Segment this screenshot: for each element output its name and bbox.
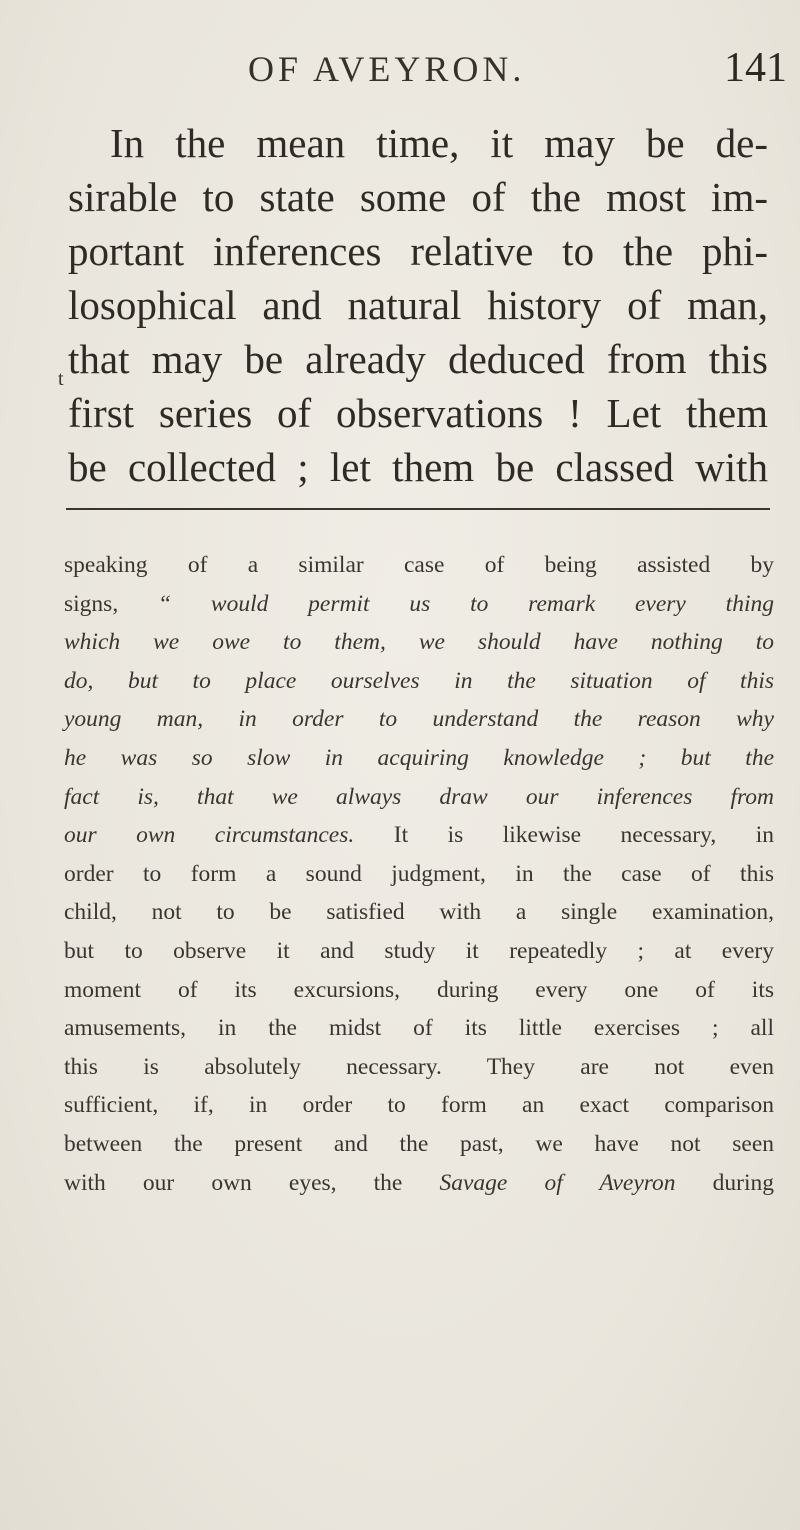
footnote-line <box>64 662 774 701</box>
main-text-line: In the mean time, it may be de- <box>110 120 768 166</box>
footnote-run: this is absolutely necessary. They are not even <box>64 1053 774 1080</box>
footnote-italic-run: young man, in order to understand the reason why <box>64 706 774 733</box>
footnote-italic-run: he was so slow in acquiring knowledge ; but the <box>64 744 774 771</box>
footnote-run: child, not to be satisfied with a single examination, <box>64 899 774 926</box>
footnote-italic-run: do, but to place ourselves in the situation of this <box>64 667 774 694</box>
footnote-run: but to observe it and study it repeatedly ; at every <box>64 937 774 964</box>
footnote-line <box>64 932 774 971</box>
page-number: 141 <box>724 45 787 91</box>
main-text-line: that may be already deduced from this <box>68 336 768 382</box>
footnote-run: signs, <box>64 590 159 617</box>
main-text-line: sirable to state some of the most im- <box>68 174 768 220</box>
footnote-line <box>64 739 774 778</box>
running-head: OF AVEYRON. <box>248 49 526 89</box>
footnote-line <box>64 893 774 932</box>
footnote-line <box>64 1048 774 1087</box>
footnote-run: during <box>675 1169 774 1196</box>
footnote-run: order to form a sound judgment, in the case of this <box>64 860 774 887</box>
footnote-italic-run: “ would permit us to remark every thing <box>158 590 774 617</box>
footnote-run: sufficient, if, in order to form an exact comparison <box>64 1092 774 1119</box>
footnote-italic-run: our own circumstances. <box>64 822 355 849</box>
footnote-italic-run: fact is, that we always draw our inferences from <box>64 783 774 810</box>
main-text-line: first series of observations ! Let them <box>68 390 768 436</box>
footnote-line <box>64 778 774 817</box>
footnote-line <box>64 546 774 585</box>
margin-mark: t <box>58 368 64 390</box>
main-text-line: losophical and natural history of man, <box>68 282 768 328</box>
footnote-line <box>64 700 774 739</box>
footnote-italic-run: which we owe to them, we should have nothing to <box>64 629 774 656</box>
footnote-italic-run: Savage of Aveyron <box>439 1169 676 1196</box>
main-text-line: portant inferences relative to the phi- <box>68 228 768 274</box>
footnote-line <box>64 1009 774 1048</box>
footnote-run: between the present and the past, we have not seen <box>64 1130 774 1157</box>
footnote-run: with our own eyes, the <box>64 1169 440 1196</box>
main-text-line: be collected ; let them be classed with <box>68 444 768 490</box>
footnote-line <box>64 1086 774 1125</box>
footnote-line <box>64 1125 774 1164</box>
footnote-line <box>64 971 774 1010</box>
footnote-rule <box>66 508 770 510</box>
footnote-line <box>64 855 774 894</box>
footnote-line <box>64 585 774 624</box>
footnote-line <box>64 1164 774 1203</box>
footnote-line <box>64 816 774 855</box>
footnote-line <box>64 623 774 662</box>
footnote-run: speaking of a similar case of being assisted by <box>64 552 774 578</box>
footnote-block <box>64 546 774 1202</box>
footnote-run: moment of its excursions, during every one of its <box>64 976 774 1003</box>
footnote-run: It is likewise necessary, in <box>354 822 775 849</box>
footnote-run: amusements, in the midst of its little exercises ; all <box>64 1015 774 1042</box>
main-text-block <box>68 116 768 494</box>
